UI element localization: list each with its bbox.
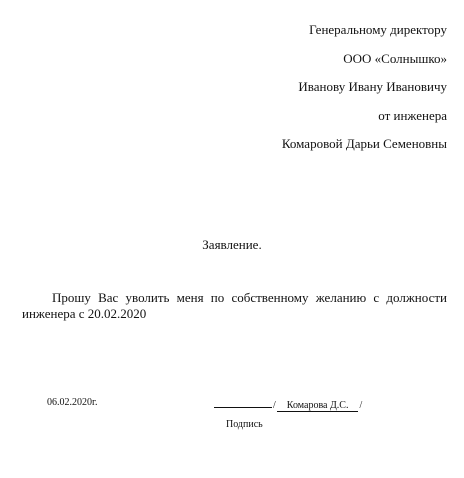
signature-blank: [214, 397, 272, 408]
addressee-position: Генеральному директору: [309, 22, 447, 37]
document-body: Прошу Вас уволить меня по собственному желанию с должности инженера с 20.02.2020: [22, 290, 447, 321]
signature-caption: Подпись: [226, 419, 263, 430]
document-date: 06.02.2020г.: [47, 397, 98, 408]
addressee-name: Иванову Ивану Ивановичу: [298, 79, 447, 94]
sender-position: от инженера: [378, 108, 447, 123]
signature-slash-right: /: [359, 400, 363, 411]
signature-slash-left: /: [273, 400, 276, 411]
sender-name: Комаровой Дарьи Семеновны: [281, 136, 447, 151]
document-title: Заявление.: [202, 237, 262, 252]
signature-name: Комарова Д.С.: [277, 400, 359, 412]
signature-block: [214, 397, 363, 412]
addressee-company: ООО «Солнышко»: [343, 51, 447, 66]
